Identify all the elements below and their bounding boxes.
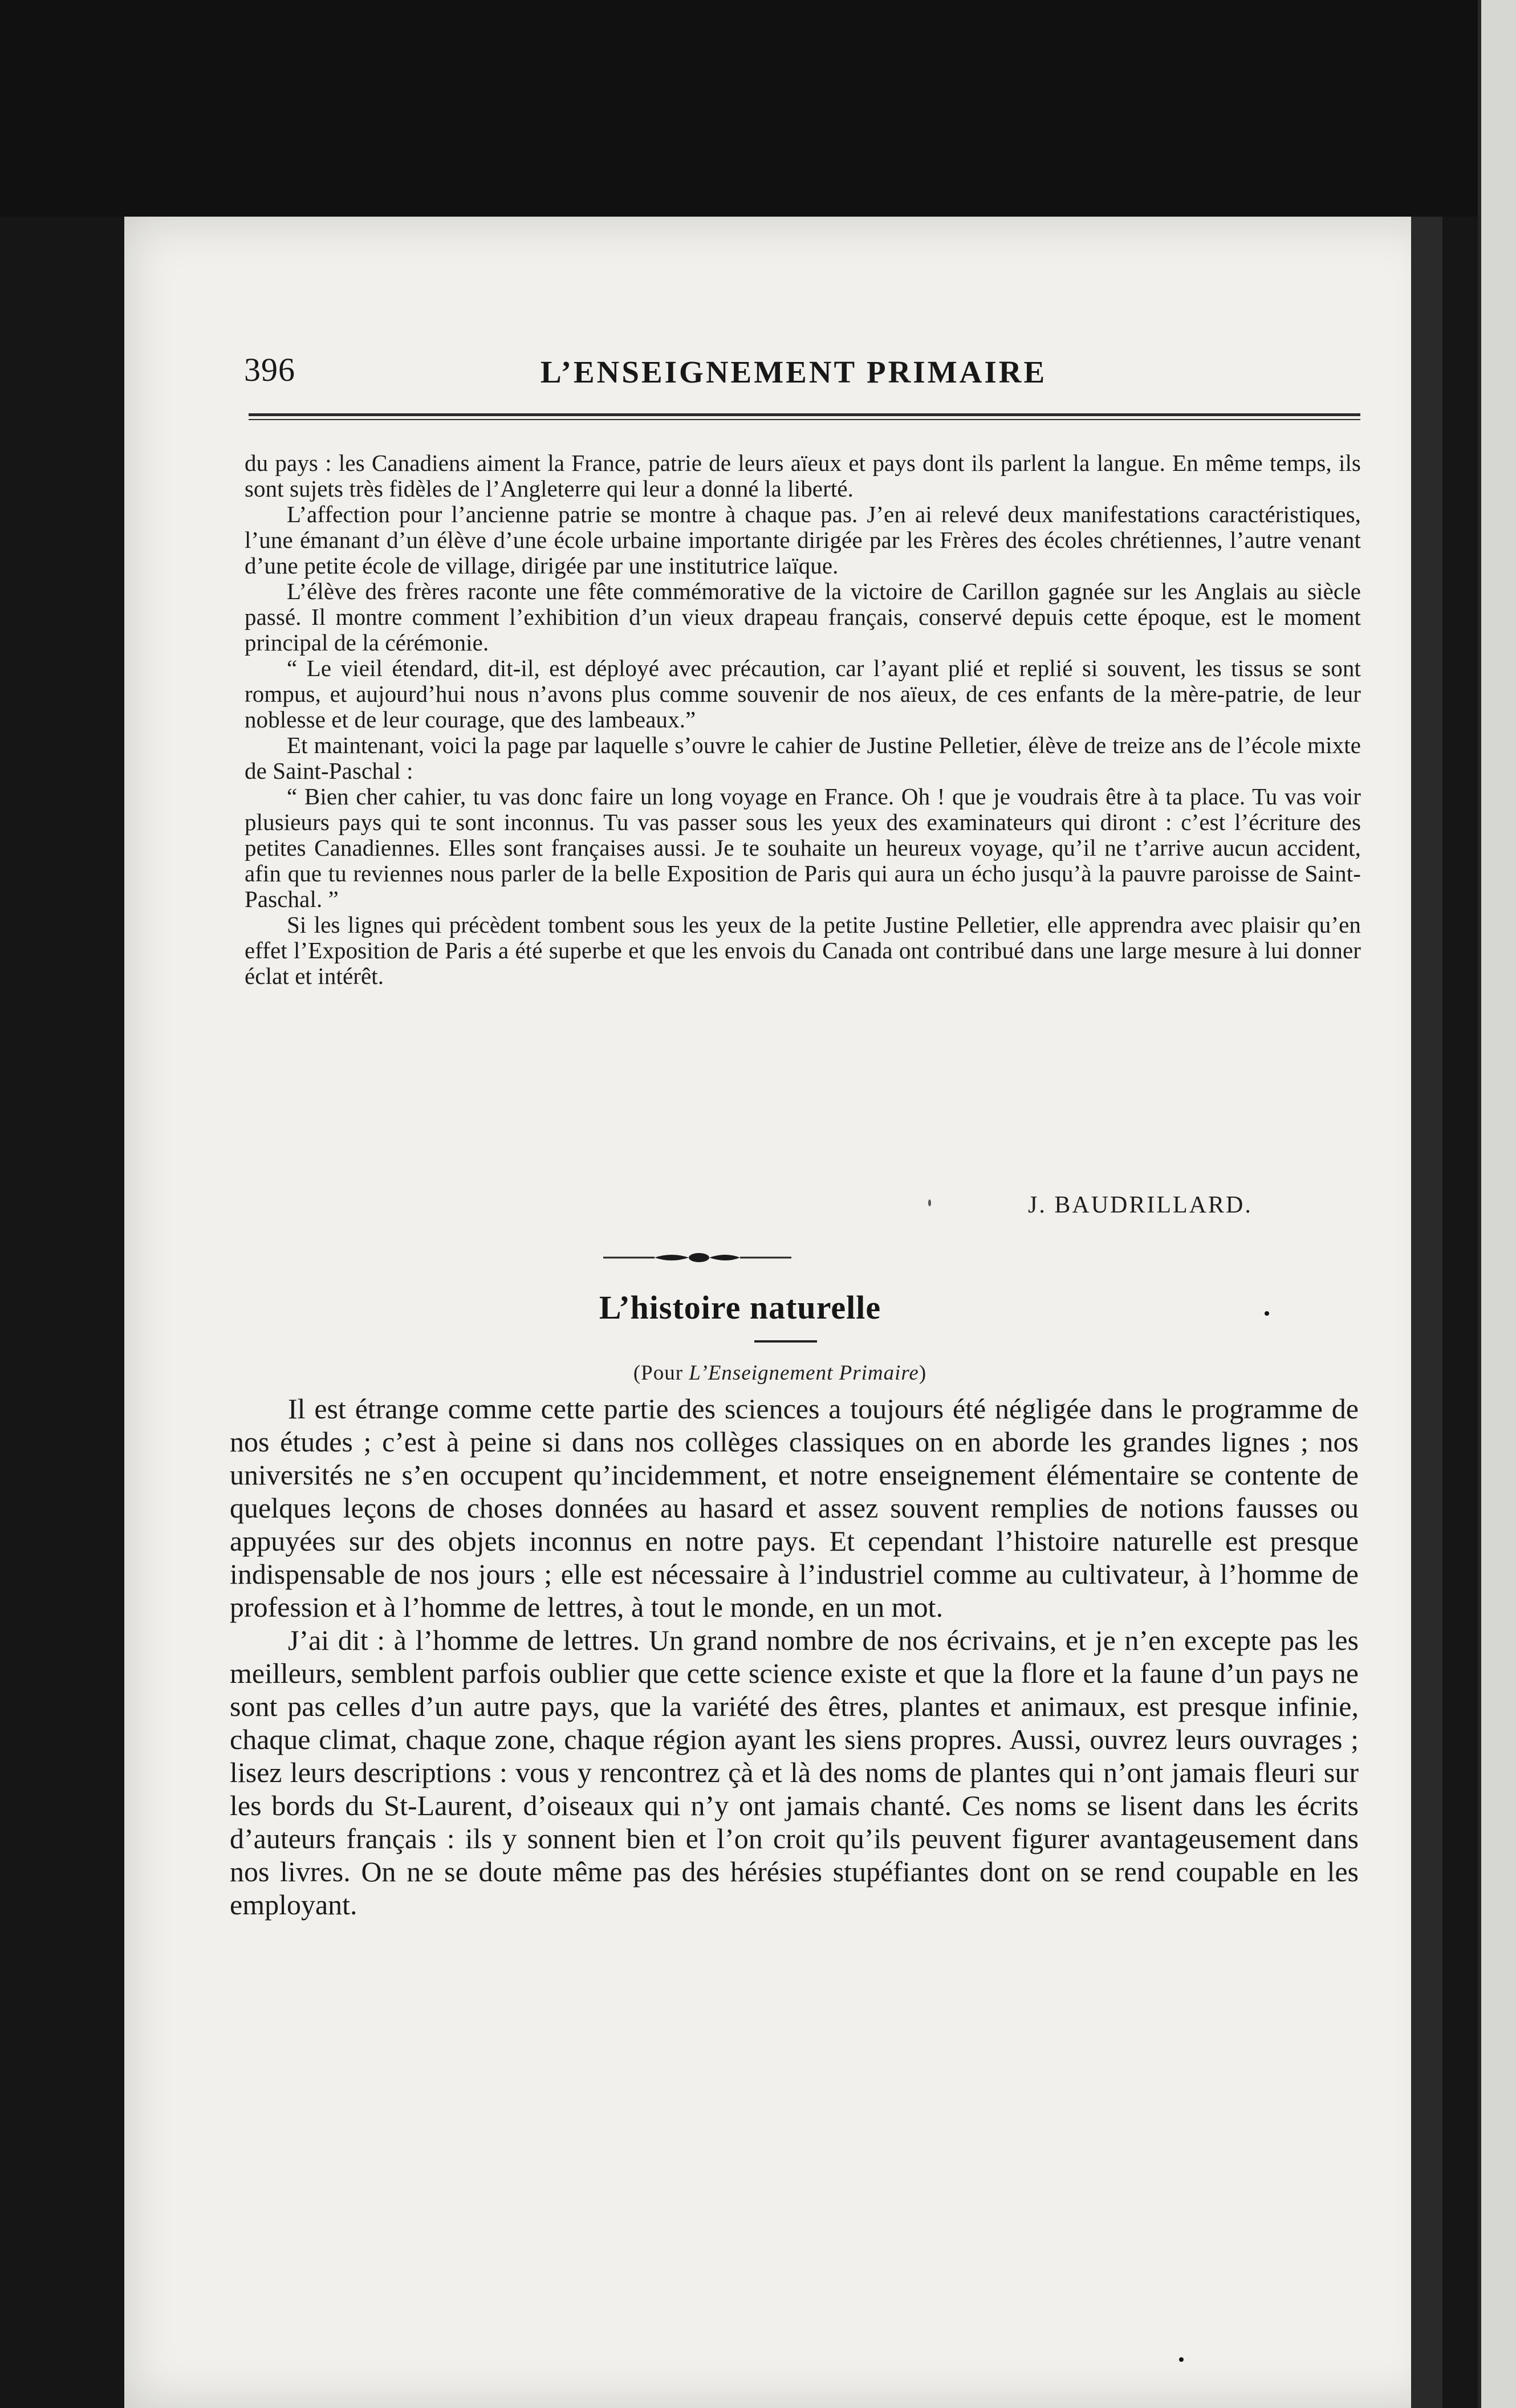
section-paragraph: Il est étrange comme cette partie des sciences a toujours été négligée dans le programme de nos études ; c’est à peine si dans nos collèges classiques on en aborde les grandes lignes ; nos universités ne s’en occupent qu’incidemment, et notre enseignement élémentaire se contente de quelques leçons de choses données au hasard et assez souvent remplies de notions fausses ou appuyées sur des objets inconnus en notre pays. Et cependant l’histoire naturelle est presque indispensable de nos jours ; elle est nécessaire à l’industriel comme au cultivateur, à l’homme de profession et à l’homme de lettres, à tout le monde, en un mot. — [230, 1393, 1359, 1623]
section-byline — [580, 1361, 979, 1385]
ink-speck — [1265, 1311, 1269, 1316]
article-paragraph: L’élève des frères raconte une fête commémorative de la victoire de Carillon gagnée sur les Anglais au siècle passé. Il montre comment l’exhibition d’un vieux drapeau français, conservé depuis cette époque, est le moment principal de la cérémonie. — [245, 578, 1361, 656]
article-paragraph: “ Le vieil étendard, dit-il, est déployé avec précaution, car l’ayant plié et replié si souvent, les tissus se sont rompus, et aujourd’hui nous n’avons plus comme souvenir de nos aïeux, de ces enfants de la mère-patrie, de leur noblesse et de leur courage, que des lambeaux.” — [245, 655, 1361, 733]
document-page — [124, 217, 1442, 2408]
adjacent-page-edge — [1478, 0, 1516, 2408]
article-paragraph: Si les lignes qui précèdent tombent sous les yeux de la petite Justine Pelletier, elle apprendra avec plaisir qu’en effet l’Exposition de Paris a été superbe et que les envois du Canada ont contribué dans une large mesure à lui donner éclat et intérêt. — [245, 912, 1361, 989]
header-rule — [249, 413, 1360, 420]
article-paragraph: Et maintenant, voici la page par laquelle s’ouvre le cahier de Justine Pelletier, élève de treize ans de l’école mixte de Saint-Paschal : — [245, 732, 1361, 784]
section-title: L’histoire naturelle — [599, 1289, 881, 1326]
article-paragraph: du pays : les Canadiens aiment la France, patrie de leurs aïeux et pays dont ils parlent la langue. En même temps, ils sont sujets très fidèles de l’Angleterre qui leur a donné la liberté. — [245, 450, 1361, 502]
section-ornament — [603, 1247, 791, 1268]
article-body — [245, 450, 1361, 989]
page-number: 396 — [244, 351, 295, 388]
ink-speck — [928, 1199, 931, 1206]
scan-background-top — [0, 0, 1516, 217]
author-signature: J. BAUDRILLARD. — [1028, 1192, 1253, 1218]
page-header — [244, 351, 1270, 408]
byline-source: L’Enseignement Primaire — [689, 1361, 919, 1385]
article-paragraph: L’affection pour l’ancienne patrie se montre à chaque pas. J’en ai relevé deux manifestations caractéristiques, l’une émanant d’un élève d’une école urbaine importante dirigée par les Frères des écoles chrétiennes, l’autre venant d’une petite école de village, dirigée par une institutrice laïque. — [245, 501, 1361, 579]
byline-prefix: (Pour — [633, 1361, 689, 1385]
running-title: L’ENSEIGNEMENT PRIMAIRE — [540, 355, 1047, 389]
section-body — [230, 1392, 1359, 1921]
page-gutter — [1411, 217, 1442, 2408]
section-paragraph: J’ai dit : à l’homme de lettres. Un grand nombre de nos écrivains, et je n’en excepte pas les meilleurs, semblent parfois oublier que cette science existe et que la flore et la faune d’un pays ne sont pas celles d’un autre pays, que la variété des êtres, plantes et animaux, est presque infinie, chaque climat, chaque zone, chaque région ayant les siens propres. Aussi, ouvrez leurs ouvrages ; lisez leurs descriptions : vous y rencontrez çà et là des noms de plantes qui n’ont jamais fleuri sur les bords du St-Laurent, d’oiseaux qui n’y ont jamais chanté. Ces noms se lisent dans les écrits d’auteurs français : ils y sonnent bien et l’on croit qu’ils peuvent figurer avantageusement dans nos livres. On ne se doute même pas des hérésies stupéfiantes dont on se rend coupable en les employant. — [230, 1624, 1359, 1921]
byline-suffix: ) — [918, 1361, 927, 1385]
title-rule — [754, 1340, 817, 1343]
ink-speck — [1179, 2357, 1184, 2362]
article-paragraph: “ Bien cher cahier, tu vas donc faire un long voyage en France. Oh ! que je voudrais être à ta place. Tu vas voir plusieurs pays qui te sont inconnus. Tu vas passer sous les yeux des examinateurs qui diront : c’est l’écriture des petites Canadiennes. Elles sont françaises aussi. Je te souhaite un heureux voyage, qu’il ne t’arrive aucun accident, afin que tu reviennes nous parler de la belle Exposition de Paris qui aura un écho jusqu’à la pauvre paroisse de Saint-Paschal. ” — [245, 783, 1361, 912]
